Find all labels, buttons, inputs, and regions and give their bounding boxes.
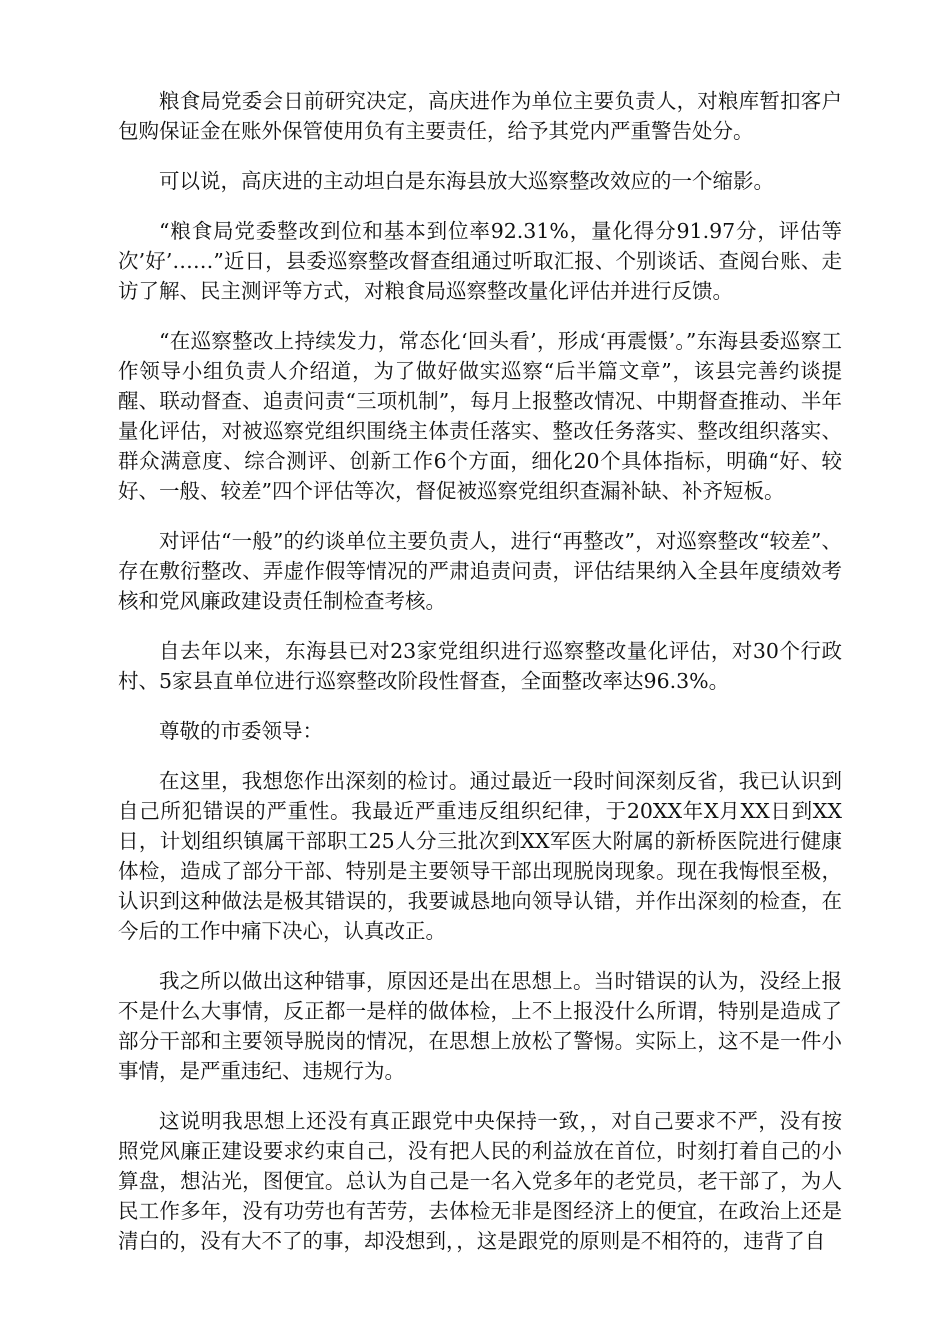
paragraph-8: 在这里，我想您作出深刻的检讨。通过最近一段时间深刻反省，我已认识到自己所犯错误的严重性。我最近严重违反组织纪律，于20XX年X月XX日到XX日，计划组织镇属干部职工25人分三批次到XX军医大附属的新桥医院进行健康体检，造成了部分干部、特别是主要领导干部出现脱岗现象。现在我悔恨至极，认识到这种做法是极其错误的，我要诚恳地向领导认错，并作出深刻的检查，在今后的工作中痛下决心，认真改正。 bbox=[118, 769, 842, 943]
paragraph-2: 可以说，高庆进的主动坦白是东海县放大巡察整改效应的一个缩影。 bbox=[159, 169, 774, 193]
salutation: 尊敬的市委领导： bbox=[159, 719, 323, 743]
paragraph-6: 自去年以来，东海县已对23家党组织进行巡察整改量化评估，对30个行政村、5家县直单位进行巡察整改阶段性督查，全面整改率达96.3%。 bbox=[118, 639, 842, 693]
paragraph-4: “在巡察整改上持续发力，常态化‘回头看’，形成‘再震慑’。”东海县委巡察工作领导小组负责人介绍道，为了做好做实巡察“后半篇文章”，该县完善约谈提醒、联动督查、追责问责“三项机制”，每月上报整改情况、中期督查推动、半年量化评估，对被巡察党组织围绕主体责任落实、整改任务落实、整改组织落实、群众满意度、综合测评、创新工作6个方面，细化20个具体指标，明确“好、较好、一般、较差”四个评估等次，督促被巡察党组织查漏补缺、补齐短板。 bbox=[118, 329, 842, 503]
paragraph-10: 这说明我思想上还没有真正跟党中央保持一致，，对自己要求不严，没有按照党风廉正建设要求约束自己，没有把人民的利益放在首位，时刻打着自己的小算盘，想沾光，图便宜。总认为自己是一名入党多年的老党员，老干部了，为人民工作多年，没有功劳也有苦劳，去体检无非是图经济上的便宜，在政治上还是清白的，没有大不了的事，却没想到，，这是跟党的原则是不相符的，违背了自 bbox=[118, 1109, 842, 1253]
paragraph-1: 粮食局党委会日前研究决定，高庆进作为单位主要负责人，对粮库暂扣客户包购保证金在账外保管使用负有主要责任，给予其党内严重警告处分。 bbox=[118, 89, 842, 143]
paragraph-3: “粮食局党委整改到位和基本到位率92.31%，量化得分91.97分，评估等次’好’……”近日，县委巡察整改督查组通过听取汇报、个别谈话、查阅台账、走访了解、民主测评等方式，对粮食局巡察整改量化评估并进行反馈。 bbox=[118, 219, 842, 303]
paragraph-9: 我之所以做出这种错事，原因还是出在思想上。当时错误的认为，没经上报不是什么大事情，反正都一是样的做体检，上不上报没什么所谓，特别是造成了部分干部和主要领导脱岗的情况，在思想上放松了警惕。实际上，这不是一件小事情，是严重违纪、违规行为。 bbox=[118, 969, 842, 1083]
paragraph-5: 对评估“一般”的约谈单位主要负责人，进行“再整改”，对巡察整改“较差”、存在敷衍整改、弄虚作假等情况的严肃追责问责，评估结果纳入全县年度绩效考核和党风廉政建设责任制检查考核。 bbox=[118, 529, 842, 613]
document-body bbox=[118, 86, 842, 1276]
